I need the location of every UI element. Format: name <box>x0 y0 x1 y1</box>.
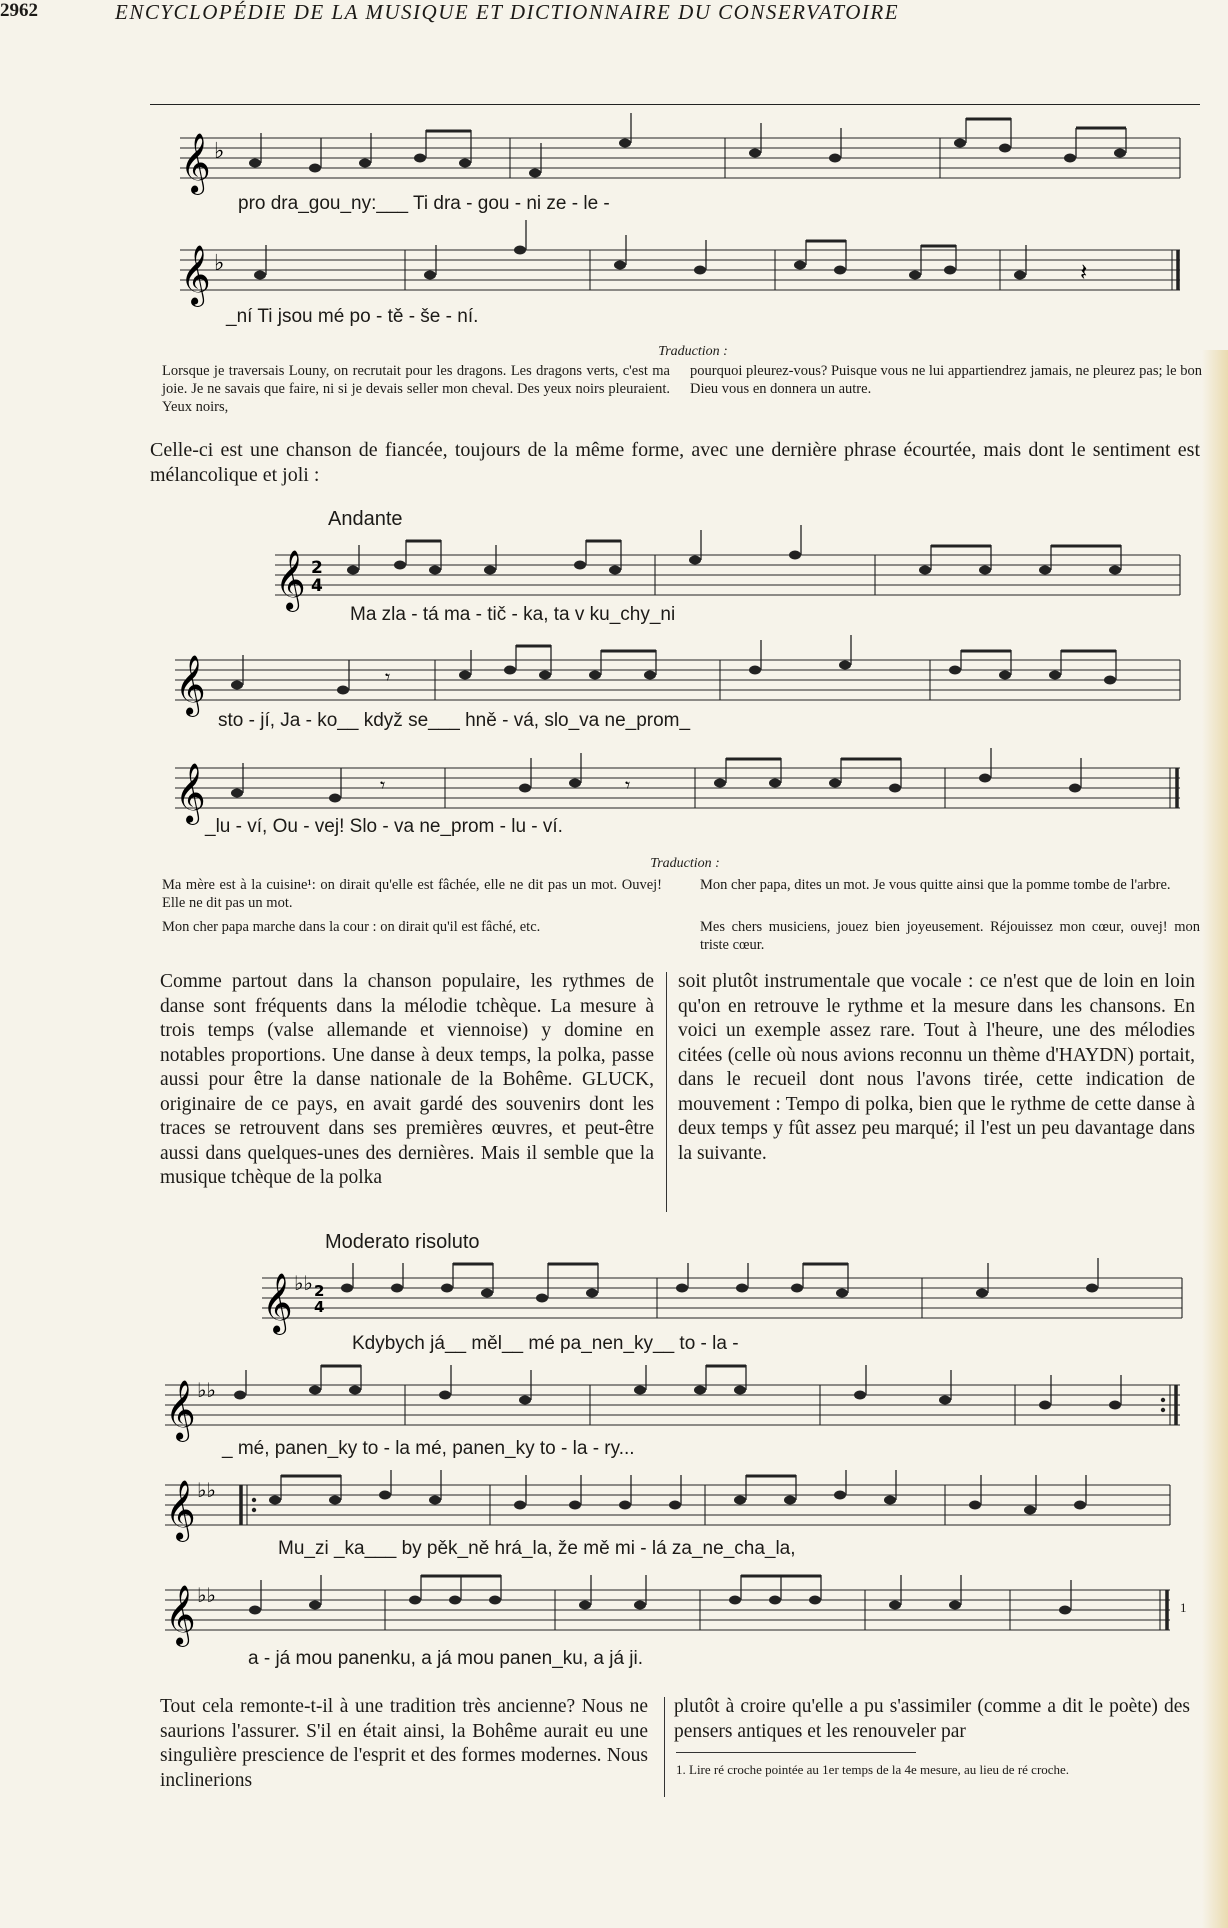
lyrics-song1-line2: _ní Ti jsou mé po - tě - še - ní. <box>226 306 479 327</box>
translation-song2-left-2: Mon cher papa marche dans la cour : on dirait qu'il est fâché, etc. <box>162 919 541 935</box>
footnote-rule <box>676 1752 916 1753</box>
svg-text:𝄞: 𝄞 <box>165 1380 196 1440</box>
tempo-moderato-risoluto: Moderato risoluto <box>325 1231 480 1253</box>
svg-text:4: 4 <box>311 576 323 596</box>
translation-song2-left-1: Ma mère est à la cuisine¹: on dirait qu'elle est fâchée, elle ne dit pas un mot. Ouvej! Elle ne dit pas un mot. <box>162 877 662 911</box>
page-number: 2962 <box>0 0 38 21</box>
svg-text:𝄾: 𝄾 <box>385 665 391 689</box>
svg-text:♭♭: ♭♭ <box>197 1583 216 1607</box>
svg-text:♭♭: ♭♭ <box>197 1478 216 1502</box>
translation-song1-left: Lorsque je traversais Louny, on recrutait pour les dragons. Les dragons verts, c'est ma joie. Je ne savais que faire, ni si je devais seller mon cheval. Des yeux noirs pleuraient. Yeux noirs, <box>162 363 670 415</box>
translation-title-song2: Traduction : <box>650 856 720 871</box>
translation-song1-right: pourquoi pleurez-vous? Puisque vous ne lui appartiendrez jamais, ne pleurez pas; le bon Dieu vous en donnera un autre. <box>690 363 1202 397</box>
running-title: ENCYCLOPÉDIE DE LA MUSIQUE ET DICTIONNAIRE DU CONSERVATOIRE <box>115 0 900 24</box>
music-staff-song3-line1 <box>262 1268 1192 1333</box>
lyrics-song2-line3: _lu - ví, Ou - vej! Slo - va ne_prom - lu - ví. <box>205 816 563 837</box>
lyrics-song2-line1: Ma zla - tá ma - tič - ka, ta v ku_chy_ni <box>350 604 676 625</box>
music-staff-song1-line2 <box>180 240 1190 305</box>
tempo-andante: Andante <box>328 508 403 530</box>
page-edge-shading <box>1202 350 1228 1928</box>
translation-title-song1: Traduction : <box>658 344 728 359</box>
music-staff-song3-line2 <box>165 1375 1190 1440</box>
footnote: 1. Lire ré croche pointée au 1er temps de la 4e mesure, au lieu de ré croche. <box>676 1762 1070 1777</box>
body-bottom-left: Tout cela remonte-t-il à une tradition très ancienne? Nous ne saurions l'assurer. S'il en était ainsi, la Bohême aurait eu une singulière prescience de l'esprit et des formes modernes. Nous inclinerions <box>160 1696 648 1791</box>
svg-text:𝄞: 𝄞 <box>175 655 206 715</box>
svg-text:𝄞: 𝄞 <box>180 245 211 305</box>
svg-text:♭: ♭ <box>214 251 225 276</box>
footnote-marker: 1 <box>1180 1600 1187 1615</box>
body-paragraph-left: Comme partout dans la chanson populaire, les rythmes de danse sont fréquents dans la mélodie tchèque. La mesure à trois temps (valse allemande et viennoise) y domine en notables proportions. Une danse à deux temps, la polka, passe aussi pour être la danse nationale de la Bohême. GLUCK, originaire de ce pays, en avait gardé des souvenirs dont les traces se retrouvent dans ses premières œuvres, et peut-être aussi dans quelques-unes des dernières. Mais il semble que la musique tchèque de la polka <box>160 971 654 1188</box>
svg-text:𝄞: 𝄞 <box>275 550 306 610</box>
svg-text:4: 4 <box>314 1298 325 1316</box>
svg-text:♭♭: ♭♭ <box>197 1378 216 1402</box>
running-header <box>0 0 1050 30</box>
svg-text:𝄾: 𝄾 <box>625 773 631 797</box>
lyrics-song2-line2: sto - jí, Ja - ko__ když se___ hně - vá, slo_va ne_prom_ <box>218 710 691 731</box>
column-divider-bottom <box>664 1697 665 1797</box>
svg-text:𝄞: 𝄞 <box>175 763 206 823</box>
header-rule <box>150 104 1200 105</box>
music-staff-song2-line1 <box>275 545 1190 610</box>
column-divider <box>666 972 667 1212</box>
svg-text:𝄞: 𝄞 <box>165 1585 196 1645</box>
svg-text:2: 2 <box>311 558 323 578</box>
body-bottom-right: plutôt à croire qu'elle a pu s'assimiler (comme a dit le poète) des pensers antiques et les renouveler par <box>674 1696 1190 1742</box>
intro-paragraph: Celle-ci est une chanson de fiancée, toujours de la même forme, avec une dernière phrase écourtée, mais dont le sentiment est mélancolique et joli : <box>150 439 1200 486</box>
svg-text:𝄞: 𝄞 <box>165 1480 196 1540</box>
lyrics-song3-line3: Mu_zi _ka___ by pěk_ně hrá_la, že mě mi - lá za_ne_cha_la, <box>278 1538 796 1559</box>
svg-text:♭♭: ♭♭ <box>294 1271 313 1295</box>
lyrics-song3-line1: Kdybych já__ měl__ mé pa_nen_ky__ to - la - <box>352 1333 739 1354</box>
lyrics-song1-line1: pro dra_gou_ny:___ Ti dra - gou - ni ze - le - <box>238 193 610 214</box>
music-staff-song2-line3 <box>175 758 1190 823</box>
lyrics-song3-line2: _ mé, panen_ky to - la mé, panen_ky to - la - ry... <box>222 1438 635 1459</box>
svg-text:♭: ♭ <box>214 139 225 164</box>
svg-text:2: 2 <box>314 1282 325 1300</box>
body-paragraph-right: soit plutôt instrumentale que vocale : ce n'est que de loin en loin qu'on en retrouve le rythme et la mesure dans les chansons. En voici un exemple assez rare. Tout à l'heure, une des mélodies citées (celle où nous avions reconnu un thème d'HAYDN) portait, dans le recueil dont nous l'avons tirée, cette indication de mouvement : Tempo di polka, bien que le rythme de cette danse à deux temps y fût assez peu marqué; il l'est un peu davantage dans la suivante. <box>678 971 1195 1164</box>
svg-text:𝄾: 𝄾 <box>380 773 386 797</box>
music-staff-song3-line3 <box>165 1475 1190 1540</box>
svg-text:𝄞: 𝄞 <box>180 133 211 193</box>
svg-text:𝄞: 𝄞 <box>262 1273 293 1333</box>
lyrics-song3-line4: a - já mou panenku, a já mou panen_ku, a já ji. <box>248 1648 644 1669</box>
translation-song2-right-1: Mon cher papa, dites un mot. Je vous quitte ainsi que la pomme tombe de l'arbre. <box>700 877 1171 893</box>
music-staff-song3-line4 <box>165 1580 1190 1645</box>
music-staff-song2-line2 <box>175 650 1190 715</box>
svg-text:𝄽: 𝄽 <box>1080 258 1088 286</box>
translation-song2-right-2: Mes chers musiciens, jouez bien joyeusement. Réjouissez mon cœur, ouvej! mon triste cœur. <box>700 919 1200 953</box>
music-staff-song1-line1 <box>180 128 1190 193</box>
